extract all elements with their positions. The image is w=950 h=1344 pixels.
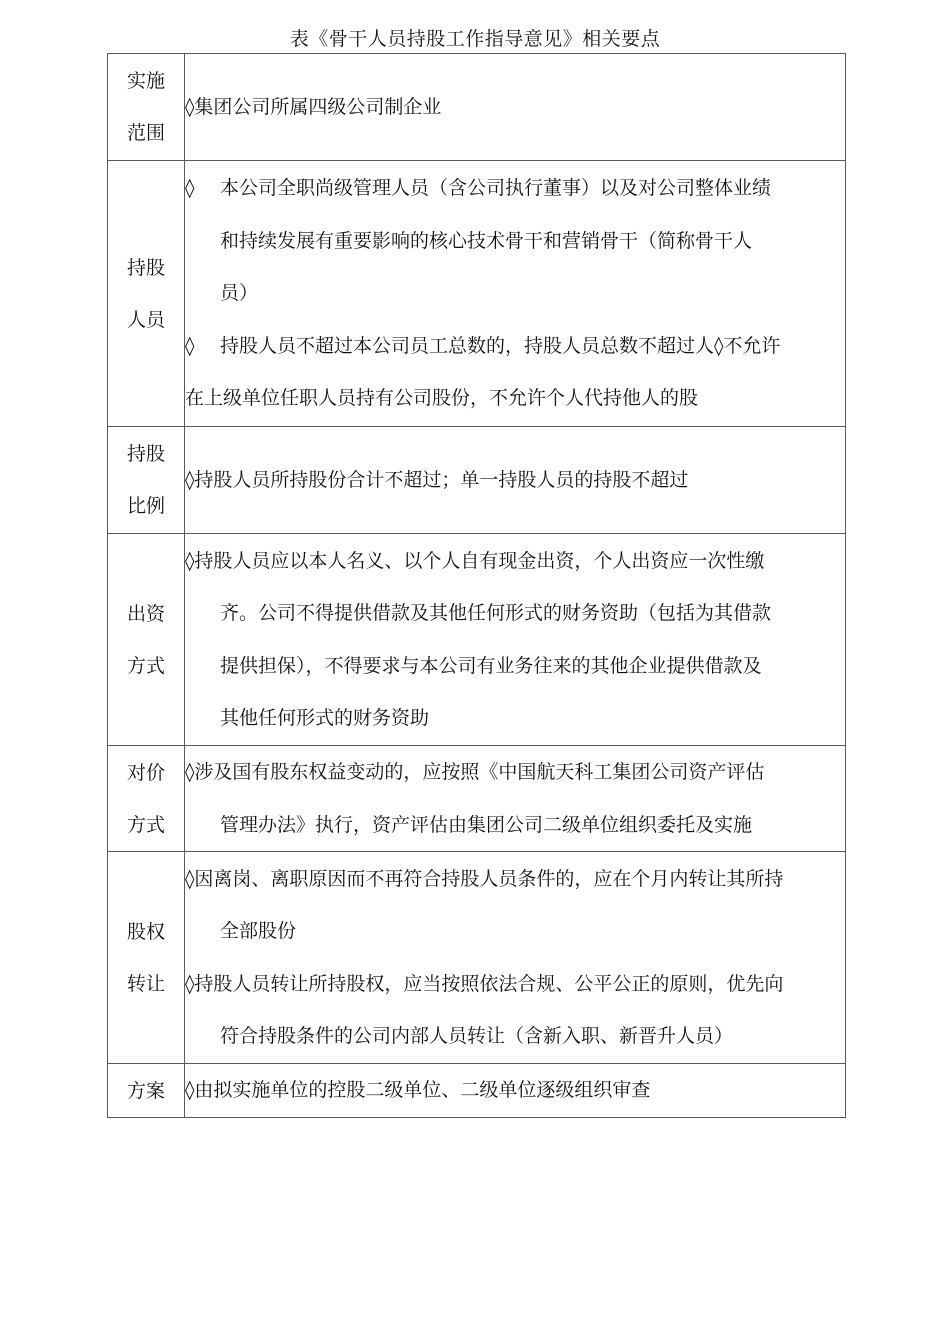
- label-line: 对价: [126, 761, 165, 784]
- content-text: 持股人员所持股份合计不超过；单一持股人员的持股不超过: [194, 468, 689, 491]
- content-line: 在上级单位任职人员持有公司股份，不允许个人代持他人的股: [185, 387, 699, 410]
- row-label-ratio: [108, 427, 185, 534]
- diamond-bullet-icon: ◊: [185, 177, 195, 200]
- row-content-holders: [185, 161, 846, 427]
- content-line: 其他任何形式的财务资助: [220, 707, 430, 729]
- content-line: 齐。公司不得提供借款及其他任何形式的财务资助（包括为其借款: [220, 602, 772, 624]
- content-text: 集团公司所属四级公司制企业: [194, 95, 442, 118]
- table-row-funding: [108, 534, 846, 746]
- label-line: 方式: [126, 654, 165, 677]
- content-line: [185, 958, 845, 1011]
- label-line: 方式: [126, 813, 165, 836]
- row-content-scope: [185, 54, 846, 161]
- label-line: 转让: [126, 972, 165, 995]
- content-text: 由拟实施单位的控股二级单位、二级单位逐级组织审查: [194, 1079, 651, 1102]
- content-text: 涉及国有股东权益变动的，应按照《中国航天科工集团公司资产评估: [194, 761, 765, 783]
- diamond-bullet-icon: ◊: [185, 95, 195, 118]
- document-title: 表《骨干人员持股工作指导意见》相关要点: [289, 28, 661, 50]
- diamond-bullet-icon: ◊: [185, 468, 195, 491]
- label-line: 持股: [126, 443, 165, 465]
- row-label-holders: [108, 161, 185, 427]
- content-text: 持股人员应以本人名义、以个人自有现金出资，个人出资应一次性缴: [194, 549, 765, 572]
- row-content-funding: [185, 534, 846, 746]
- diamond-bullet-icon: ◊: [185, 334, 195, 357]
- content-line: [185, 853, 845, 906]
- content-text: 持股人员转让所持股权，应当按照依法合规、公平公正的原则，优先向: [194, 972, 784, 995]
- content-text: 因离岗、离职原因而不再符合持股人员条件的，应在个月内转让其所持: [194, 867, 784, 890]
- content-line: [185, 535, 845, 588]
- row-content-transfer: [185, 852, 846, 1064]
- row-label-scope: [108, 54, 185, 161]
- content-line: [185, 746, 845, 799]
- content-text: 本公司全职尚级管理人员（含公司执行董事）以及对公司整体业绩: [220, 177, 772, 200]
- table-row-transfer: [108, 852, 846, 1064]
- label-line: 范围: [126, 122, 165, 144]
- diamond-bullet-icon: ◊: [185, 1079, 195, 1102]
- label-line: 实施: [126, 70, 165, 92]
- content-line: 和持续发展有重要影响的核心技术骨干和营销骨干（简称骨干人: [220, 229, 753, 252]
- diamond-bullet-icon: ◊: [185, 761, 195, 783]
- label-line: 方案: [126, 1079, 165, 1102]
- content-line: 提供担保），不得要求与本公司有业务往来的其他企业提供借款及: [220, 654, 762, 677]
- content-line: 符合持股条件的公司内部人员转让（含新入职、新晋升人员）: [220, 1025, 734, 1047]
- label-line: 股权: [126, 920, 165, 943]
- content-line: [185, 454, 845, 507]
- content-line: [185, 81, 845, 134]
- table-row-holders: [108, 161, 846, 427]
- content-line: [185, 320, 845, 373]
- label-line: 人员: [126, 308, 165, 331]
- content-line: [185, 162, 845, 215]
- content-line: 全部股份: [220, 920, 297, 942]
- row-content-ratio: [185, 427, 846, 534]
- key-points-table: [107, 53, 846, 1118]
- diamond-bullet-icon: ◊: [185, 549, 195, 572]
- row-label-transfer: [108, 852, 185, 1064]
- content-line: [185, 1064, 845, 1117]
- label-line: 持股: [126, 256, 165, 279]
- row-content-plan: [185, 1064, 846, 1118]
- row-label-funding: [108, 534, 185, 746]
- table-row-pricing: [108, 746, 846, 852]
- row-label-plan: [108, 1064, 185, 1118]
- diamond-bullet-icon: ◊: [185, 972, 195, 995]
- table-row-scope: [108, 54, 846, 161]
- row-content-pricing: [185, 746, 846, 852]
- table-row-ratio: [108, 427, 846, 534]
- table-row-plan: [108, 1064, 846, 1118]
- diamond-bullet-icon: ◊: [185, 867, 195, 890]
- content-line: 管理办法》执行，资产评估由集团公司二级单位组织委托及实施: [220, 813, 753, 836]
- label-line: 出资: [126, 602, 165, 625]
- content-text: 持股人员不超过本公司员工总数的，持股人员总数不超过人◊不允许: [220, 334, 781, 357]
- row-label-pricing: [108, 746, 185, 852]
- label-line: 比例: [126, 495, 165, 517]
- content-line: 员）: [220, 282, 259, 305]
